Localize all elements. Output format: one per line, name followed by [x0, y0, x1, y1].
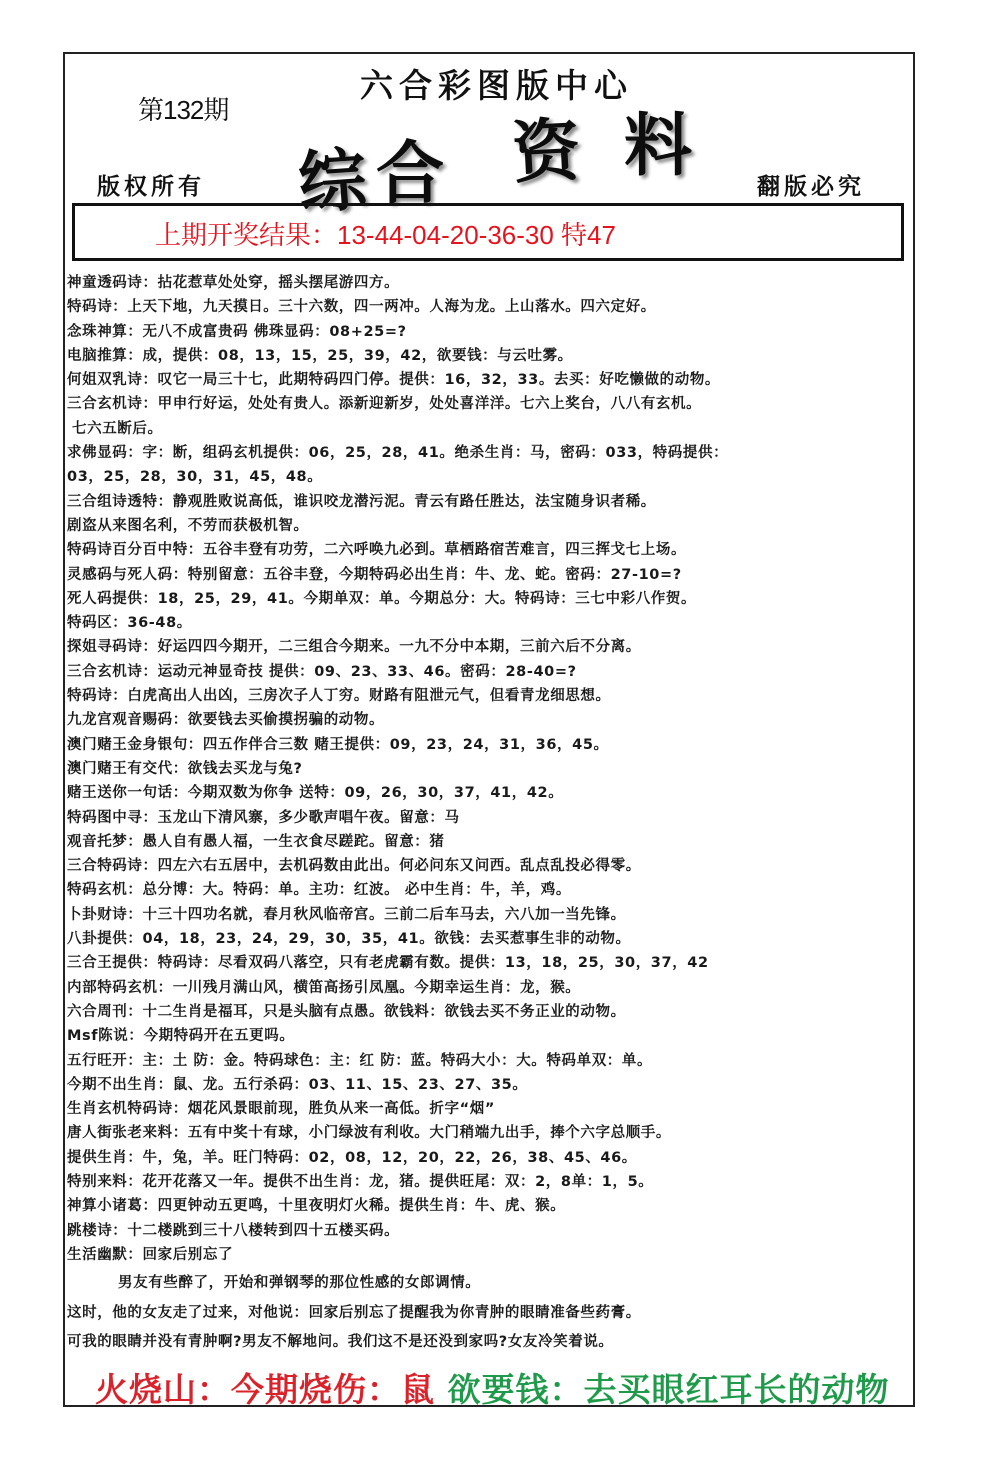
text-line: 死人码提供：18，25，29，41。今期单双：单。今期总分：大。特码诗：三七中彩八作贺。 [67, 590, 697, 607]
text-line: 六合周刊：十二生肖是福耳，只是头脑有点愚。欲钱料：欲钱去买不务正业的动物。 [67, 1003, 626, 1020]
text-line: 电脑推算：成，提供：08，13，15，25，39，42，欲要钱：与云吐雾。 [67, 347, 573, 364]
text-line: 三合王提供：特码诗：尽看双码八落空，只有老虎霸有数。提供：13，18，25，30，37，42 [67, 955, 709, 972]
big-title-char-2: 合 [376, 134, 445, 214]
text-line: 何姐双乳诗：叹它一局三十七，此期特码四门停。提供：16，32，33。去买：好吃懒做的动物。 [67, 372, 721, 389]
text-line: 澳门赌王金身银句：四五作伴合三数 赌王提供：09，23，24，31，36，45。 [67, 736, 609, 753]
text-line: 特码诗：上天下地，九天摸日。三十六数，四一两冲。人海为龙。上山落水。四六定好。 [67, 299, 656, 316]
publisher-title: 六合彩图版中心 [360, 66, 633, 105]
joke-line: 男友有些醉了，开始和弹钢琴的那位性感的女郎调情。 [118, 1275, 481, 1291]
text-line: 澳门赌王有交代：欲钱去买龙与兔? [67, 760, 303, 777]
text-line: 特码诗百分百中特：五谷丰登有功劳，二六呼唤九必到。草栖路宿苦难言，四三挥戈七上场。 [67, 542, 687, 559]
text-line: 今期不出生肖：鼠、龙。五行杀码：03、11、15、23、27、35。 [67, 1076, 528, 1093]
text-line: 特码玄机：总分博：大。特码：单。主功：红波。 必中生肖：牛，羊，鸡。 [67, 882, 571, 899]
text-line: 观音托梦：愚人自有愚人福，一生衣食尽蹉跎。留意：猪 [67, 833, 445, 850]
text-line: 特码区：36-48。 [67, 615, 192, 632]
text-line: 唐人街张老来料：五有中奖十有球，小门绿波有利收。大门稍端九出手，捧个六字总顺手。 [67, 1125, 671, 1142]
text-line: 三合玄机诗：甲申行好运，处处有贵人。添新迎新岁，处处喜洋洋。七六上奖台，八八有玄机。 [67, 396, 702, 413]
text-line: 八卦提供：04，18，23，24，29，30，35，41。欲钱：去买惹事生非的动物。 [67, 931, 631, 948]
text-line: 03，25，28，30，31，45，48。 [67, 469, 323, 486]
last-result-text: 上期开奖结果：13-44-04-20-36-30 特47 [155, 220, 616, 250]
text-line: 神童透码诗：拈花惹草处处穿，摇头摆尾游四方。 [67, 275, 400, 291]
text-line: 九龙宫观音赐码：欲要钱去买偷摸拐骗的动物。 [67, 712, 385, 729]
text-line: 提供生肖：牛，兔，羊。旺门特码：02，08，12，20，22，26，38、45、46。 [67, 1149, 637, 1166]
humor-paragraph [67, 1269, 907, 1358]
text-line: 特别来料：花开花落又一年。提供不出生肖：龙，猪。提供旺尾：双：2，8单：1，5。 [67, 1173, 654, 1190]
bottom-banner [95, 1364, 890, 1411]
text-line: 神算小诸葛：四更钟动五更鸣，十里夜明灯火稀。提供生肖：牛、虎、猴。 [67, 1198, 566, 1215]
text-line: 跳楼诗：十二楼跳到三十八楼转到四十五楼买码。 [67, 1222, 400, 1239]
text-line: 剧盗从来图名利，不劳而获极机智。 [67, 517, 309, 534]
joke-line: 可我的眼睛并没有青肿啊?男友不解地问。我们这不是还没到家吗?女友冷笑着说。 [67, 1334, 614, 1350]
copyright-right: 翻版必究 [757, 174, 865, 200]
text-line: 内部特码玄机：一川残月满山风，横笛高扬引凤凰。今期幸运生肖：龙，猴。 [67, 979, 581, 996]
text-line: 五行旺开：主：土 防：金。特码球色：主：红 防：蓝。特码大小：大。特码单双：单。 [67, 1052, 653, 1069]
big-title-char-4: 料 [624, 106, 693, 186]
text-line: 灵感码与死人码：特别留意：五谷丰登，今期特码必出生肖：牛、龙、蛇。密码：27-10=? [67, 566, 682, 583]
text-line: 七六五断后。 [72, 420, 163, 437]
text-line: 特码诗：白虎高出人出凶，三房次子人丁穷。财路有阻泄元气，但看青龙细思想。 [67, 688, 611, 705]
text-line: 三合特码诗：四左六右五居中，去机码数由此出。何必问东又问西。乱点乱投必得零。 [67, 858, 641, 875]
text-line: 生活幽默：回家后别忘了 [67, 1246, 234, 1263]
text-line: 三合玄机诗：运动元神显奇技 提供：09、23、33、46。密码：28-40=? [67, 663, 577, 680]
big-title-char-1: 综 [295, 139, 370, 225]
text-line: 生肖玄机特码诗：烟花风景眼前现，胜负从来一高低。折字“烟” [67, 1101, 495, 1118]
text-line: 求佛显码：字：断，组码玄机提供：06，25，28，41。绝杀生肖：马，密码：033，特码提供： [67, 445, 729, 462]
issue-number: 第132期 [138, 95, 229, 125]
big-title-char-3: 资 [510, 110, 583, 194]
joke-line: 这时，他的女友走了过来，对他说：回家后别忘了提醒我为你青肿的眼睛准备些药膏。 [67, 1304, 641, 1321]
banner-red-text: 火烧山：今期烧伤：鼠 [95, 1370, 435, 1409]
text-line: 卜卦财诗：十三十四功名就，春月秋风临帝宫。三前二后车马去，六八加一当先锋。 [67, 906, 626, 923]
content-lines [67, 271, 907, 1267]
copyright-left: 版权所有 [97, 174, 205, 200]
last-result-box [72, 203, 904, 261]
text-line: Msf陈说：今期特码开在五更吗。 [67, 1028, 295, 1045]
text-line: 赌王送你一句话：今期双数为你争 送特：09，26，30，37，41，42。 [67, 785, 564, 802]
text-line: 特码图中寻：玉龙山下清风寨，多少歌声唱午夜。留意：马 [67, 809, 460, 826]
text-line: 探姐寻码诗：好运四四今期开，二三组合今期来。一九不分中本期，三前六后不分离。 [67, 639, 641, 656]
text-line: 三合组诗透特：静观胜败说高低，谁识咬龙潜污泥。青云有路任胜达，法宝随身识者稀。 [67, 493, 656, 510]
banner-green-text: 欲要钱：去买眼红耳长的动物 [435, 1370, 890, 1409]
text-line: 念珠神算：无八不成富贵码 佛珠显码：08+25=? [67, 323, 407, 340]
